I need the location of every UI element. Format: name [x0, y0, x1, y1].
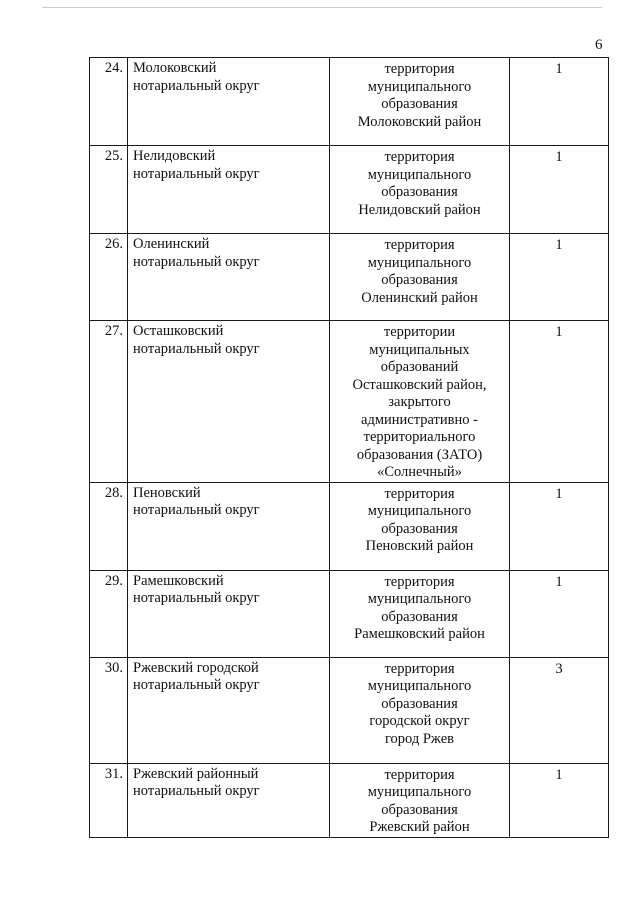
district-name-line: нотариальный округ: [133, 340, 260, 357]
territory-line: образований: [380, 359, 459, 375]
territory-line: Ржевский район: [369, 819, 470, 835]
territory-line: образования: [381, 608, 458, 625]
territory: [330, 570, 510, 657]
row-number: 26.: [90, 234, 128, 321]
territory-line: город Ржев: [384, 730, 455, 747]
district-name: [128, 321, 330, 483]
district-name-line: Осташковский: [133, 323, 224, 339]
table-row: [90, 763, 609, 837]
notary-count: 1: [510, 58, 609, 146]
territory-line: образования (ЗАТО): [356, 446, 483, 463]
territory-line: муниципального: [367, 78, 472, 95]
territory-line: Нелидовский район: [358, 201, 481, 218]
district-name: [128, 482, 330, 570]
territory-line: городской округ: [369, 713, 470, 729]
district-name-line: Оленинский: [133, 236, 210, 252]
territory: [330, 321, 510, 483]
top-rule: [42, 7, 602, 8]
notary-count: 1: [510, 763, 609, 837]
territory-line: образования: [381, 96, 458, 112]
territory-line: муниципального: [367, 254, 472, 271]
territory-line: Осташковский район,: [352, 376, 487, 393]
row-number: 29.: [90, 570, 128, 657]
territory-line: муниципального: [367, 591, 472, 607]
territory-line: муниципального: [367, 678, 472, 694]
territory: [330, 482, 510, 570]
territory-line: муниципальных: [369, 341, 470, 358]
district-name-line: Ржевский районный: [133, 765, 259, 782]
district-name-line: нотариальный округ: [133, 165, 260, 182]
territory-line: территория: [384, 237, 455, 253]
territory-line: Рамешковский район: [354, 626, 485, 642]
district-name: [128, 146, 330, 234]
district-name-line: Рамешковский: [133, 572, 224, 589]
district-name-line: Молоковский: [133, 60, 217, 76]
notary-count: 3: [510, 657, 609, 763]
notary-count: 1: [510, 482, 609, 570]
territory-line: Оленинский район: [361, 289, 478, 306]
territory-line: Молоковский район: [357, 113, 482, 130]
district-name: [128, 763, 330, 837]
territory-line: территория: [384, 573, 455, 590]
territory: [330, 234, 510, 321]
notary-count: 1: [510, 234, 609, 321]
page-number: 6: [595, 37, 603, 53]
row-number: 27.: [90, 321, 128, 483]
district-name-line: Ржевский городской: [133, 659, 259, 676]
territory-line: образования: [381, 272, 458, 288]
territory-line: территориального: [363, 429, 476, 445]
territory-line: административно -: [361, 411, 478, 428]
territory-line: муниципального: [367, 503, 472, 519]
territory-line: территория: [384, 149, 455, 165]
territory-line: образования: [381, 184, 458, 200]
territory: [330, 146, 510, 234]
table-row: [90, 321, 609, 483]
territory-line: муниципального: [367, 166, 472, 183]
row-number: 24.: [90, 58, 128, 146]
territory-line: территория: [384, 61, 455, 77]
table-row: [90, 58, 609, 146]
district-name-line: нотариальный округ: [133, 253, 260, 270]
territory-line: территория: [384, 766, 455, 783]
district-name-line: нотариальный округ: [133, 502, 260, 518]
district-name-line: нотариальный округ: [133, 590, 260, 606]
territory-line: образования: [381, 695, 458, 712]
district-name-line: Пеновский: [133, 484, 201, 501]
district-name-line: Нелидовский: [133, 148, 216, 164]
territory-line: образования: [381, 801, 458, 818]
notary-districts-table: [89, 57, 609, 838]
table-row: [90, 570, 609, 657]
notary-count: 1: [510, 146, 609, 234]
territory: [330, 58, 510, 146]
territory-line: территории: [383, 324, 456, 340]
territory-line: муниципального: [367, 784, 472, 800]
table-body: [90, 58, 609, 838]
district-name: [128, 570, 330, 657]
table-row: [90, 234, 609, 321]
row-number: 28.: [90, 482, 128, 570]
row-number: 31.: [90, 763, 128, 837]
territory-line: Пеновский район: [365, 538, 474, 554]
row-number: 30.: [90, 657, 128, 763]
table-row: [90, 657, 609, 763]
district-name: [128, 657, 330, 763]
territory-line: закрытого: [388, 394, 451, 410]
territory: [330, 763, 510, 837]
district-name-line: нотариальный округ: [133, 783, 260, 799]
row-number: 25.: [90, 146, 128, 234]
district-name-line: нотариальный округ: [133, 77, 260, 94]
territory-line: образования: [381, 520, 458, 537]
territory-line: территория: [384, 485, 455, 502]
notary-count: 1: [510, 570, 609, 657]
district-name: [128, 234, 330, 321]
territory-line: «Солнечный»: [377, 464, 462, 480]
district-name-line: нотариальный округ: [133, 677, 260, 693]
territory-line: территория: [384, 660, 455, 677]
table-row: [90, 146, 609, 234]
district-name: [128, 58, 330, 146]
notary-count: 1: [510, 321, 609, 483]
territory: [330, 657, 510, 763]
table-row: [90, 482, 609, 570]
